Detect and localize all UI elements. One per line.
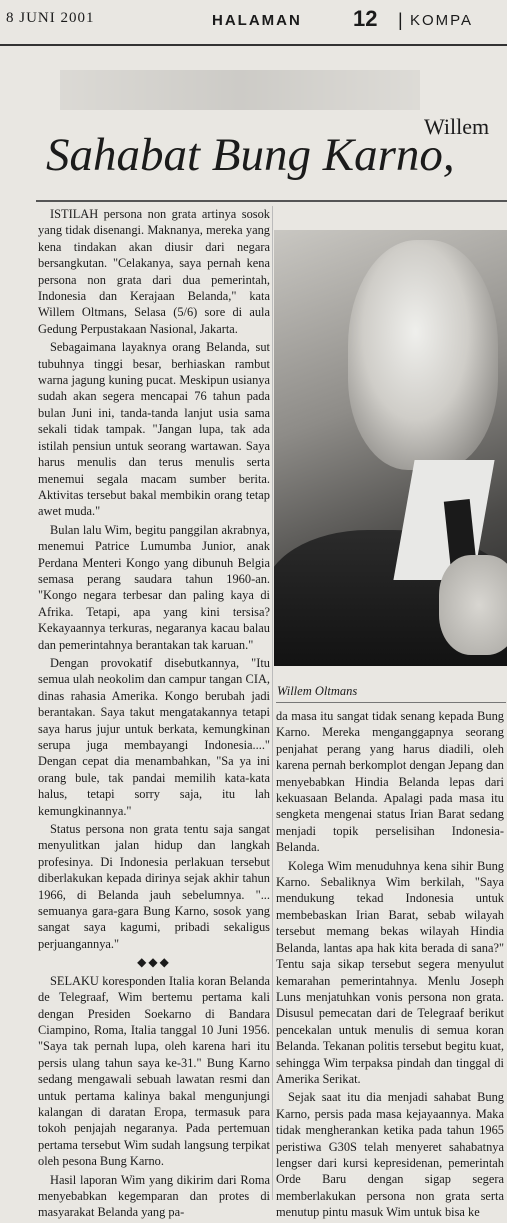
photo-hand [439,555,507,655]
photo-caption: Willem Oltmans [277,684,358,698]
issue-date: 8 JUNI 2001 [6,10,95,26]
caption-rule [276,702,506,703]
paragraph: da masa itu sangat tidak senang kepada Bung Karno. Mereka menganggapnya seorang penjahat perang yang harus diadili, oleh karena pernah berkomplot dengan Jepang dan menyebabkan Hindia Belanda lepas dari kekuasaan Belanda. Apalagi pada masa itu sengketa mengenai status Irian Barat sedang menjadi topik perselisihan Indonesia-Belanda. [276,709,504,855]
paragraph: Dengan provokatif disebutkannya, "Itu semua ulah neokolim dan campur tangan CIA, dinas rahasia Amerika. Kongo berubah jadi berantakan. Saya takut mengatakannya tetapi saya harus jujur untuk berkata, kemungkinan serupa juga membayangi Indonesia...." Dengan cepat dia menambahkan, "Sa ya ini orang bule, tak pandai memilih kata-kata halus, tetapi sorry saja, itu lah kemungkinannya." [38,655,270,818]
paragraph: SELAKU koresponden Italia koran Belanda de Telegraaf, Wim bertemu pertama kali dengan Presiden Soekarno di Bandara Ciampino, Roma, Italia tanggal 10 Juni 1956. "Saya tak pernah lupa, oleh karena hari itu persis ulang tahun saya ke-31." Bung Karno sedang mengawali sebuah lawatan resmi dan untuk pertama kalinya bakal mengunjungi kalangan di daratan Eropa, termasuk para tokoh penjajah negaranya. Pada pertemuan pertama tersebut Wim sudah langsung terpikat oleh pesona Bung Karno. [38,973,270,1169]
paragraph: Bulan lalu Wim, begitu panggilan akrabnya, menemui Patrice Lumumba Junior, anak Perdana Menteri Kongo yang dibunuh Belgia semasa perang saudara tahun 1960-an. "Kongo negara terbesar dan paling kaya di Afrika. Tetapi, apa yang kini tersisa? Kekayaannya terkuras, negaranya kacau balau dan pemerintahnya berantakan tak karuan." [38,522,270,652]
newspaper-name: KOMPA [410,12,474,29]
header-separator: | [398,10,403,30]
article-headline: Sahabat Bung Karno, [46,129,455,181]
paragraph: Sebagaimana layaknya orang Belanda, sut tubuhnya tinggi besar, berhiaskan rambut warna jagung kuning pucat. Meskipun usianya sudah akan segera mencapai 76 tahun pada bulan Juni ini, tanda-tanda lanjut usia sama sekali tidak tampak. "Jangan lupa, tak ada istilah pensiun untuk seorang wartawan. Saya harus menulis dan terus menulis serta menemui segala macam sumber berita. Aktivitas tersebut bakal membikin orang tetap awet muda." [38,340,270,519]
paragraph: Status persona non grata tentu saja sangat menyulitkan jalan hidup dan langkah profesinya. Di Indonesia perlakuan tersebut diberlakukan kepada dirinya sejak akhir tahun 1966, di Belanda jauh sebelumnya. "... semuanya gara-gara Bung Karno, sosok yang sangat saya kagumi, pribadi sekaligus perjuangannya." [38,822,270,951]
newspaper-header [0,0,507,46]
page-number: 12 [353,6,378,31]
column-divider [272,206,273,1200]
page-label: HALAMAN [212,12,302,29]
article-column-left [38,206,270,1223]
paragraph: Sejak saat itu dia menjadi sahabat Bung Karno, persis pada masa kejayaannya. Maka tidak mengherankan ketika pada tahun 1965 peristiwa G30S telah menyeret sahabatnya lengser dari kursi kepresidenan, pemerintah Orde Baru dengan sigap segera memberlakukan persona non grata serta menutup pintu masuk Wim untuk bisa ke [276,1090,504,1220]
section-break: ◆◆◆ [137,955,171,970]
paragraph: Hasil laporan Wim yang dikirim dari Roma menyebabkan kegemparan dan protes di masyarakat Belanda yang pa- [38,1172,270,1220]
portrait-photo [274,230,507,666]
photo-face [348,240,498,470]
paragraph: ISTILAH persona non grata artinya sosok yang tidak disenangi. Maknanya, mereka yang kena tindakan akan diusir dari negara bersangkutan. "Celakanya, saya pernah kena persona non grata dari dua pemerintah, Indonesia dan Kerajaan Belanda," kata Willem Oltmans, Selasa (5/6) sore di aula Gedung Perpustakaan Nasional, Jakarta. [38,207,270,336]
article-kicker: Willem [424,114,490,139]
bleed-through-text [60,70,420,110]
paragraph: Kolega Wim menuduhnya kena sihir Bung Karno. Sebaliknya Wim berkilah, "Saya mendukung tekad Indonesia untuk membebaskan Irian Barat, sebab wilayah tersebut memang bekas wilayah Hindia Belanda, lantas apa hak kita berada di sana?" Tentu saja sikap tersebut segera menyulut kemarahan pemerintahnya. Menlu Joseph Luns menjatuhkan vonis persona non grata. Disusul pemecatan dari de Telegraaf berikut pencekalan untuk menulis di semua koran Belanda. Tekanan politis tersebut begitu kuat, sehingga Wim terpaksa pindah dan tinggal di Amerika Serikat. [276,858,504,1086]
headline-rule [36,200,507,202]
article-column-right [276,708,504,1223]
